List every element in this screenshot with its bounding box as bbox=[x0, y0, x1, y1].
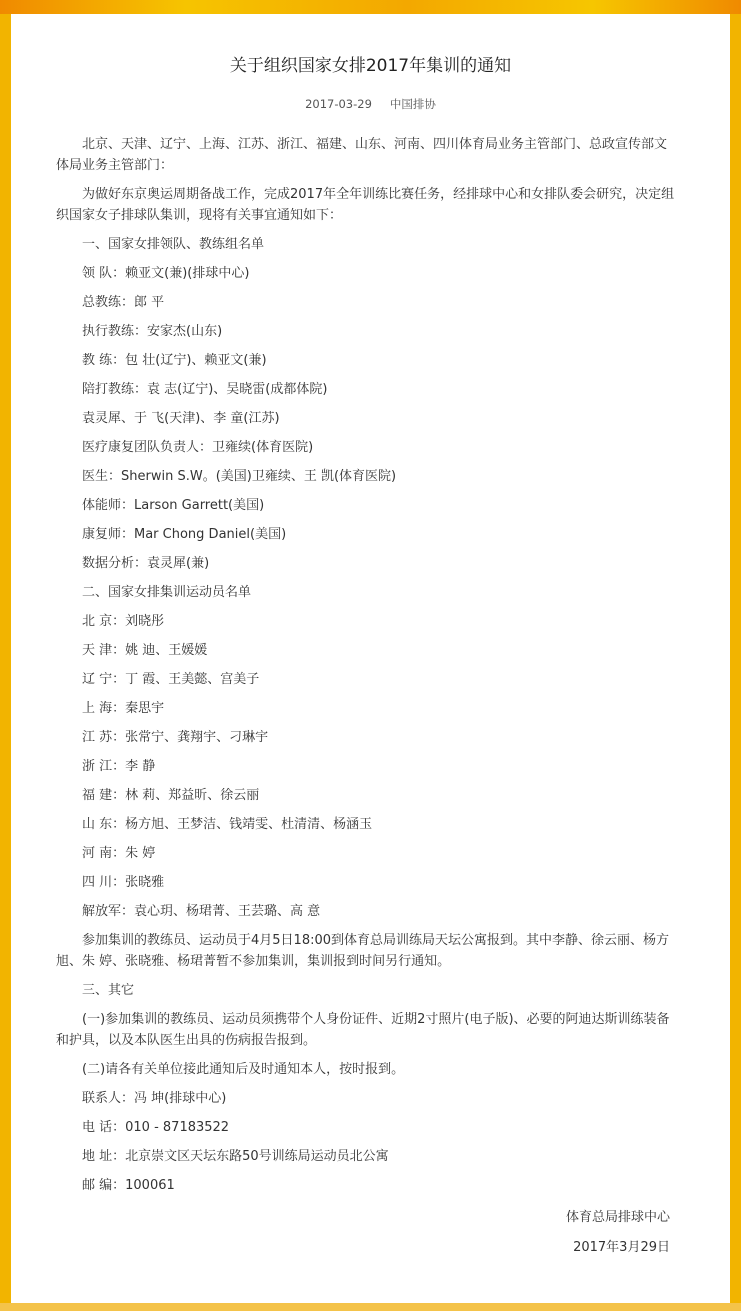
list-line: 数据分析：袁灵犀(兼) bbox=[82, 556, 210, 571]
list-line: 解放军：袁心玥、杨珺菁、王芸璐、高 意 bbox=[82, 904, 321, 919]
contact-list bbox=[56, 1059, 676, 1196]
article-date: 2017-03-29 bbox=[305, 97, 372, 111]
article-body bbox=[56, 134, 676, 1204]
section-heading-other: 三、其它 bbox=[82, 983, 135, 998]
list-line: 医生：Sherwin S.W。(美国)卫雍续、王 凯(体育医院) bbox=[82, 469, 397, 484]
list-line: 陪打教练：袁 志(辽宁)、吴晓雷(成都体院) bbox=[82, 382, 328, 397]
paragraph-report: 参加集训的教练员、运动员于4月5日18:00到体育总局训练局天坛公寓报到。其中李静、徐云丽、杨方旭、朱 婷、张晓雅、杨珺菁暂不参加集训，集训报到时间另行通知。 bbox=[56, 933, 670, 969]
paragraph-recipients: 北京、天津、辽宁、上海、江苏、浙江、福建、山东、河南、四川体育局业务主管部门、总政宣传部文体局业务主管部门： bbox=[56, 137, 668, 173]
list-line: 四 川：张晓雅 bbox=[82, 875, 165, 890]
list-line: 福 建：林 莉、郑益昕、徐云丽 bbox=[82, 788, 260, 803]
contact-phone: 电 话：010 - 87183522 bbox=[82, 1120, 230, 1135]
list-line: 辽 宁：丁 霞、王美懿、宫美子 bbox=[82, 672, 260, 687]
article-source: 中国排协 bbox=[389, 97, 436, 111]
article-meta bbox=[11, 96, 730, 112]
contact-person: 联系人：冯 坤(排球中心) bbox=[82, 1091, 227, 1106]
list-line: 领 队：赖亚文(兼)(排球中心) bbox=[82, 266, 250, 281]
list-line: 体能师：Larson Garrett(美国) bbox=[82, 498, 265, 513]
list-line: 山 东：杨方旭、王梦洁、钱靖雯、杜清清、杨涵玉 bbox=[82, 817, 373, 832]
top-decorative-band bbox=[0, 0, 741, 14]
signature-date: 2017年3月29日 bbox=[573, 1240, 670, 1255]
paragraph-item-one: (一)参加集训的教练员、运动员须携带个人身份证件、近期2寸照片(电子版)、必要的阿迪达斯训练装备和护具，以及本队医生出具的伤病报告报到。 bbox=[56, 1012, 670, 1048]
list-line: 江 苏：张常宁、龚翔宇、刁琳宇 bbox=[82, 730, 269, 745]
list-line: (二)请各有关单位接此通知后及时通知本人，按时报到。 bbox=[82, 1062, 405, 1077]
staff-and-athlete-list bbox=[56, 234, 676, 922]
list-line: 浙 江：李 静 bbox=[82, 759, 156, 774]
list-line: 康复师：Mar Chong Daniel(美国) bbox=[82, 527, 287, 542]
list-line: 医疗康复团队负责人：卫雍续(体育医院) bbox=[82, 440, 314, 455]
bottom-decorative-band bbox=[0, 1303, 741, 1311]
list-line: 河 南：朱 婷 bbox=[82, 846, 156, 861]
list-line: 二、国家女排集训运动员名单 bbox=[82, 585, 252, 600]
list-line: 执行教练：安家杰(山东) bbox=[82, 324, 223, 339]
list-line: 袁灵犀、于 飞(天津)、李 童(江苏) bbox=[82, 411, 280, 426]
list-line: 天 津：姚 迪、王媛媛 bbox=[82, 643, 208, 658]
list-line: 一、国家女排领队、教练组名单 bbox=[82, 237, 265, 252]
contact-postcode: 邮 编：100061 bbox=[82, 1178, 175, 1193]
signature-organization: 体育总局排球中心 bbox=[565, 1210, 670, 1225]
paragraph-intro: 为做好东京奥运周期备战工作，完成2017年全年训练比赛任务，经排球中心和女排队委会研究，决定组织国家女子排球队集训，现将有关事宜通知如下： bbox=[56, 187, 675, 223]
list-line: 北 京：刘晓彤 bbox=[82, 614, 165, 629]
contact-address: 地 址：北京崇文区天坛东路50号训练局运动员北公寓 bbox=[82, 1149, 389, 1164]
list-line: 上 海：秦思宇 bbox=[82, 701, 165, 716]
article-page bbox=[11, 14, 730, 1303]
article-title: 关于组织国家女排2017年集训的通知 bbox=[229, 56, 512, 76]
list-line: 总教练：郎 平 bbox=[82, 295, 165, 310]
list-line: 教 练：包 壮(辽宁)、赖亚文(兼) bbox=[82, 353, 267, 368]
